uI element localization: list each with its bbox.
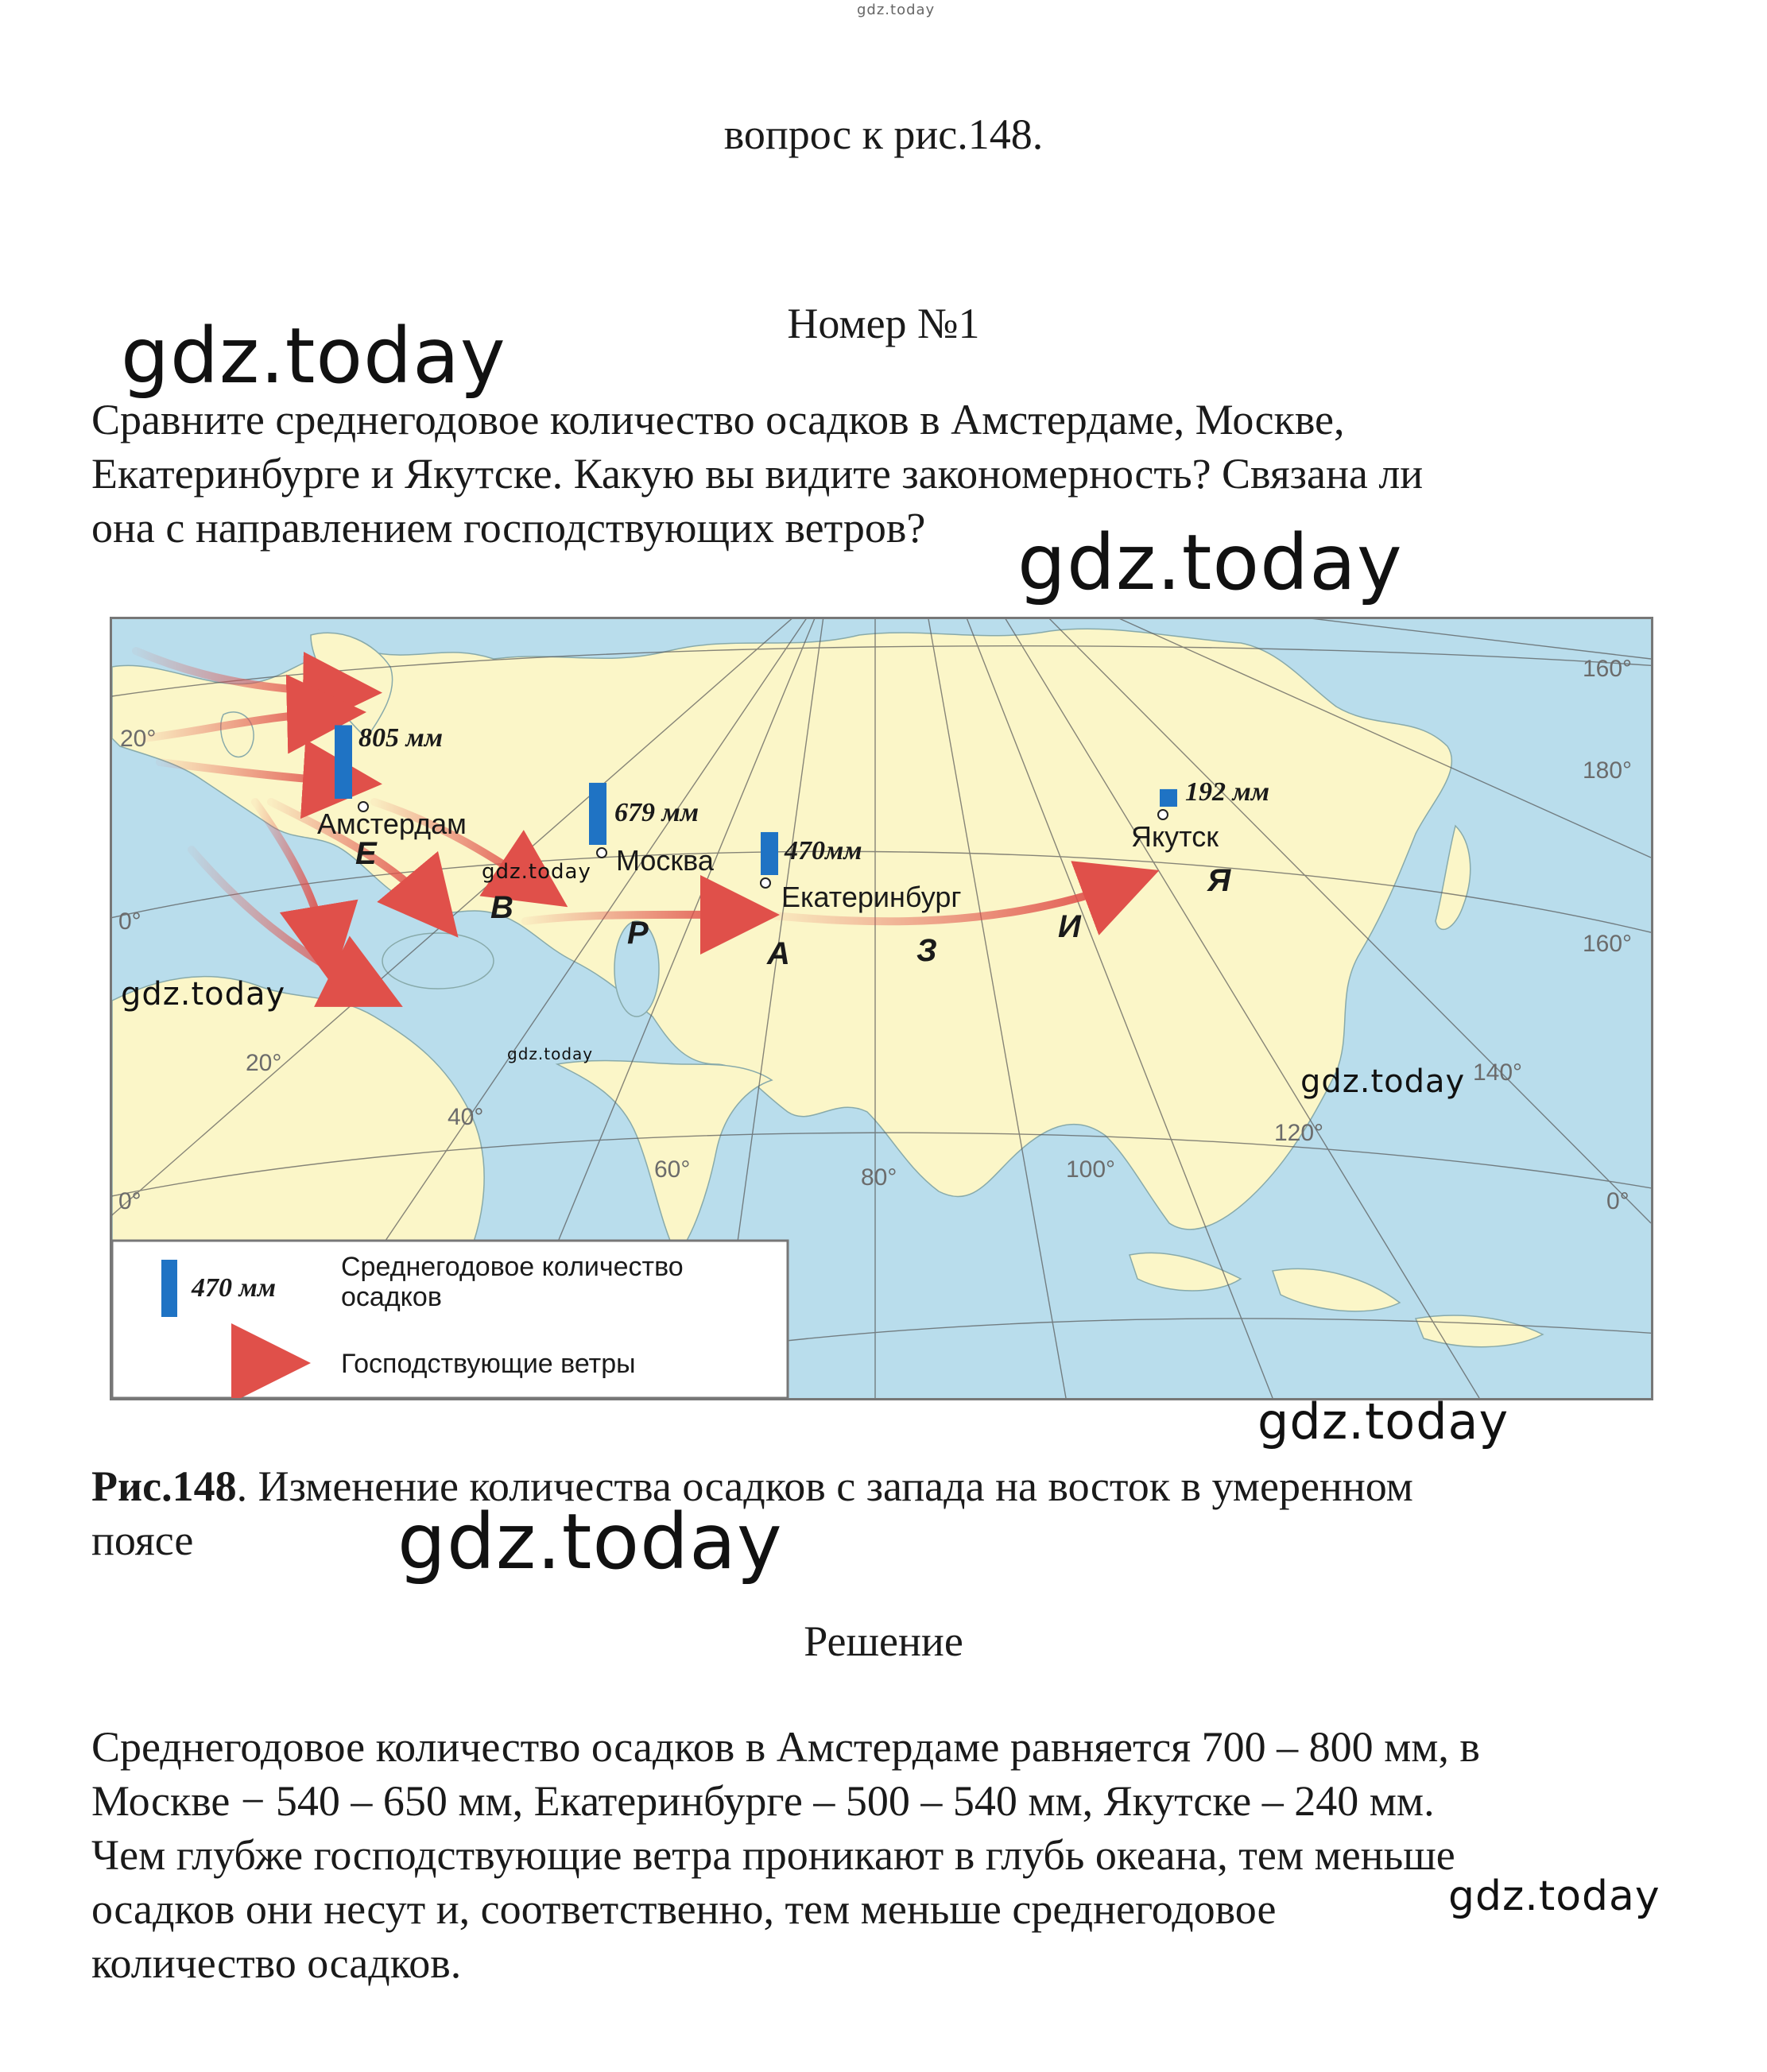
legend-wind-label: Господствующие ветры [341,1349,636,1379]
precip-value-moscow: 679 мм [614,798,699,827]
watermark-below-map: gdz.today [1257,1392,1509,1450]
precip-value-ekaterinburg: 470мм [785,836,862,866]
caption-line-1: . Изменение количества осадков с запада на восток в умеренном [236,1462,1413,1510]
solution-line-2: Москве − 540 – 650 мм, Екатеринбурге – 500 – 540 мм, Якутске – 240 мм. [91,1777,1435,1825]
figure-caption [91,1459,1681,1567]
watermark-caption: gdz.today [397,1497,783,1586]
degree-label: 120° [1274,1120,1324,1146]
watermark-1: gdz.today [121,312,506,401]
precip-value-yakutsk: 192 мм [1185,777,1270,807]
city-name-moscow: Москва [616,844,714,877]
region-letter: Р [627,916,649,951]
degree-label: 140° [1473,1059,1523,1086]
region-letter: Я [1207,863,1231,898]
degree-label: 40° [448,1104,484,1130]
watermark-map-left: gdz.today [121,976,286,1013]
precip-bar-amsterdam [335,725,352,799]
city-name-ekaterinburg: Екатеринбург [781,881,962,913]
solution-line-1: Среднегодовое количество осадков в Амстердаме равняется 700 – 800 мм, в [91,1723,1480,1771]
solution-line-4: осадков они несут и, соответственно, тем меньше среднегодовое [91,1885,1277,1933]
question-line-2: Екатеринбурге и Якутске. Какую вы видите закономерность? Связана ли [91,450,1424,498]
caption-line-2: поясе [91,1516,194,1564]
wind-arrow [192,850,374,993]
question-reference: вопрос к рис.148. [723,110,1044,158]
watermark-map-small-1: gdz.today [482,860,591,884]
solution-heading: Решение [804,1617,963,1665]
city-name-yakutsk: Якутск [1131,820,1219,853]
degree-label: 0° [1606,1188,1629,1214]
region-letter: И [1058,909,1081,944]
degree-label: 80° [861,1164,897,1191]
question-line-1: Сравните среднегодовое количество осадков в Амстердаме, Москве, [91,396,1345,443]
map-svg [112,619,1651,1398]
degree-label: 160° [1583,931,1633,957]
region-letter: В [490,890,513,925]
region-letter: З [916,933,937,968]
city-marker [1158,810,1168,819]
degree-label: 180° [1583,757,1633,784]
city-marker [761,878,770,888]
legend-bar-label-line1: Среднегодовое количество [341,1252,684,1282]
solution-line-3: Чем глубже господствующие ветра проникают в глубь океана, тем меньше [91,1831,1455,1879]
watermark-map-right: gdz.today [1300,1063,1466,1100]
task-number: Номер №1 [787,300,980,347]
precipitation-map [110,617,1653,1400]
watermark-2: gdz.today [1017,518,1403,607]
watermark-top: gdz.today [857,2,936,18]
degree-label: 60° [654,1156,691,1183]
precip-bar-moscow [589,783,606,845]
degree-label: 100° [1066,1156,1116,1183]
legend-bar-swatch [161,1260,177,1317]
question-text [91,393,1681,555]
degree-label: 160° [1583,656,1633,682]
map-legend [112,1241,788,1398]
question-line-3: она с направлением господствующих ветров? [91,504,926,552]
solution-text [91,1720,1713,1990]
city-marker [597,848,606,858]
legend-bar-value: 470 мм [192,1273,277,1303]
city-name-amsterdam: Амстердам [317,807,467,840]
legend-bar-label-line2: осадков [341,1282,442,1312]
degree-label: 20° [120,726,157,752]
region-letter: Е [355,836,377,871]
precip-bar-ekaterinburg [761,832,778,875]
solution-line-5: количество осадков. [91,1939,462,1987]
region-letter: А [767,936,790,971]
caption-bold: Рис.148 [91,1462,237,1510]
precip-value-amsterdam: 805 мм [358,723,444,753]
degree-label: 0° [118,908,141,935]
degree-label: 20° [246,1050,282,1076]
watermark-solution: gdz.today [1448,1873,1660,1920]
precip-bar-yakutsk [1160,789,1177,807]
watermark-map-small-2: gdz.today [507,1044,594,1063]
degree-label: 0° [118,1188,141,1214]
